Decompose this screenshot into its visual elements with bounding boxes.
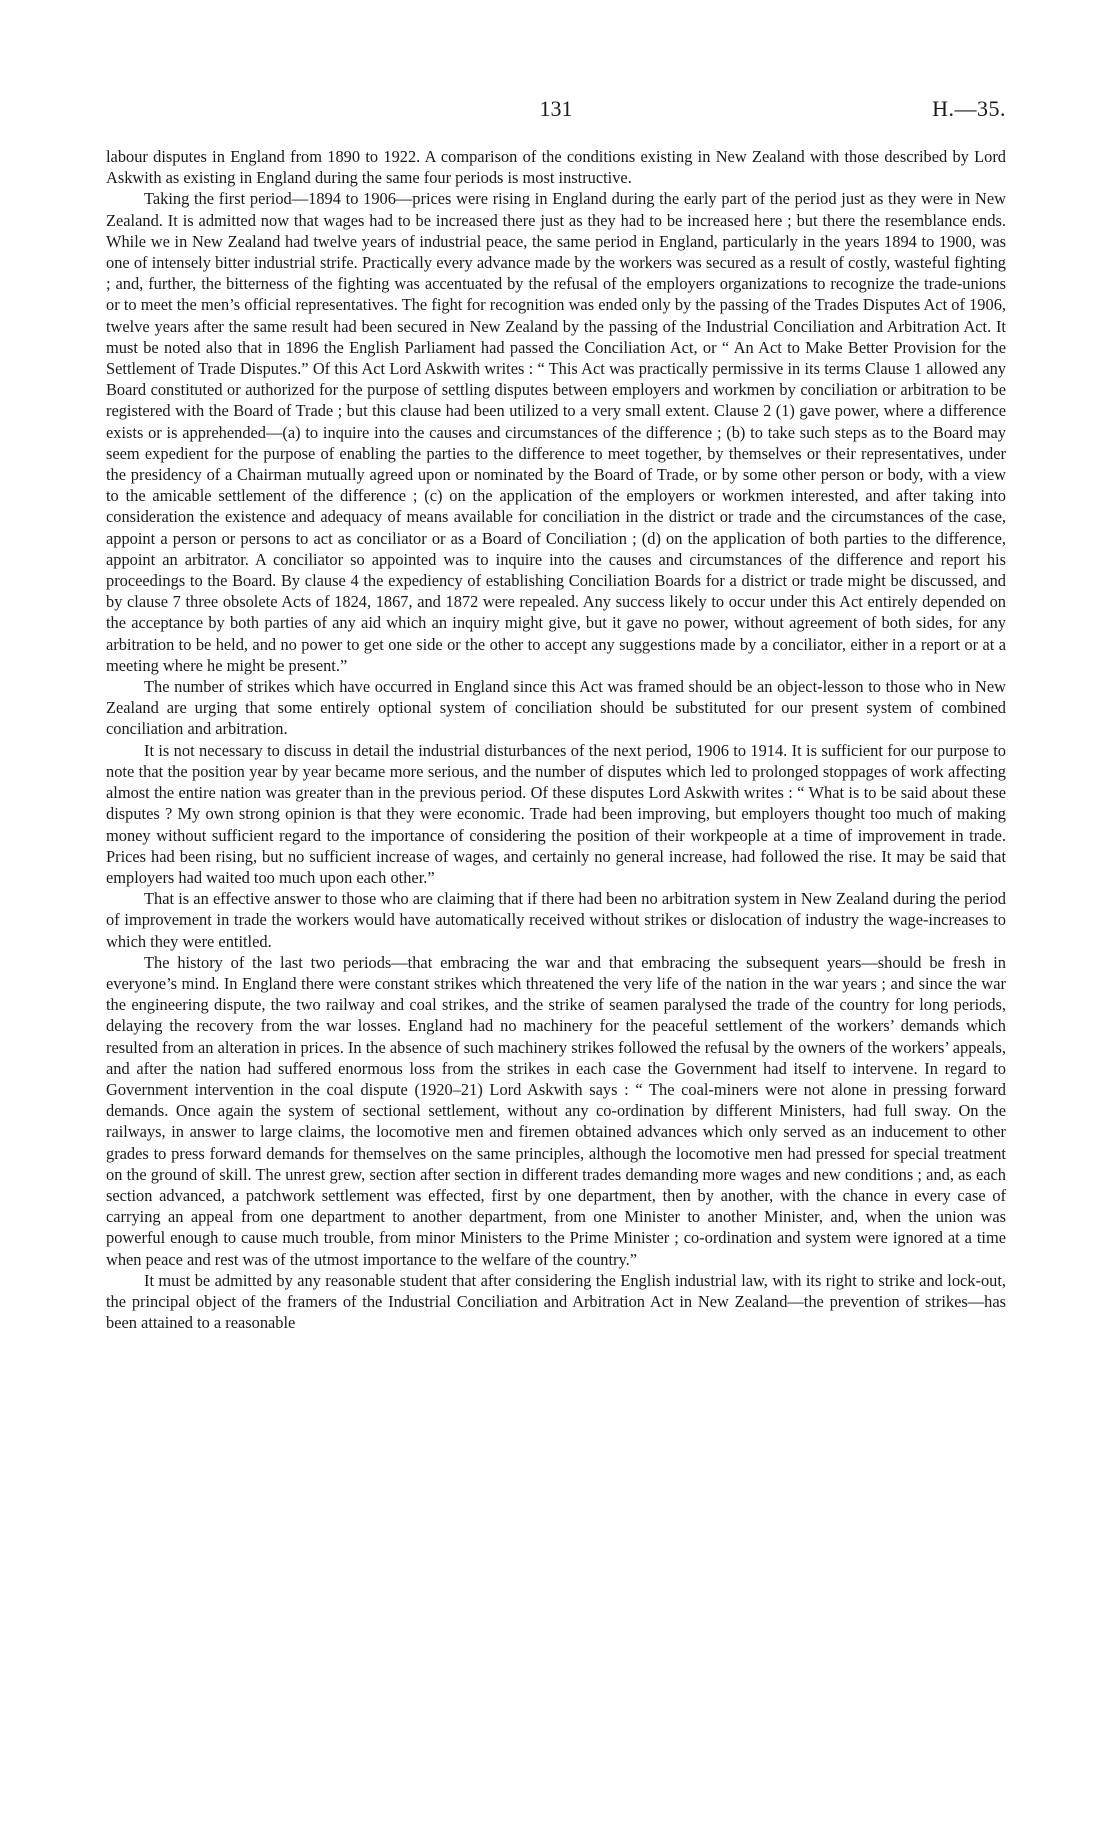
paragraph-5: That is an effective answer to those who are claiming that if there had been no arbitration system in New Zealand during the period of improvement in trade the workers would have automatically received without strikes or dislocation of industry the wage-increases to which they were entitled.: [106, 889, 1006, 951]
paragraph-7: It must be admitted by any reasonable student that after considering the English industrial law, with its right to strike and lock-out, the principal object of the framers of the Industrial Conciliation and Arbitration Act in New Zealand—the prevention of strikes—has been attained to a reasonable: [106, 1270, 1006, 1333]
series-code: H.—35.: [932, 96, 1006, 121]
paragraph-1: labour disputes in England from 1890 to 1922. A comparison of the conditions existing in New Zealand with those described by Lord Askwith as existing in England during the same four periods is most instructive.: [106, 147, 1006, 188]
page-header: [106, 96, 1006, 126]
paragraph-6: The history of the last two periods—that embracing the war and that embracing the subsequent years—should be fresh in everyone’s mind. In England there were constant strikes which threatened the very life of the nation in the war years ; and since the war the engineering dispute, the two railway and coal strikes, and the strike of seamen paralysed the trade of the country for long periods, delaying the recovery from the war losses. England had no machinery for the peaceful settlement of the workers’ demands which resulted from an alteration in prices. In the absence of such machinery strikes followed the refusal by the owners of the workers’ appeals, and after the nation had suffered enormous loss from the strikes in each case the Government had itself to intervene. In regard to Government intervention in the coal dispute (1920–21) Lord Askwith says : “ The coal-miners were not alone in pressing forward demands. Once again the system of sectional settlement, without any co-ordination by different Ministers, had full sway. On the railways, in answer to large claims, the locomotive men and firemen obtained advances which only served as an inducement to other grades to press forward demands for themselves on the same principles, although the locomotive men had pressed for special treatment on the ground of skill. The unrest grew, section after section in different trades demanding more wages and new conditions ; and, as each section advanced, a patchwork settlement was effected, first by one department, then by another, with the chance in every case of carrying an appeal from one department to another department, from one Minister to another Minister, and, when the union was powerful enough to cause much trouble, from minor Ministers to the Prime Minister ; co-ordination and system were ignored at a time when peace and rest was of the utmost importance to the welfare of the country.”: [106, 952, 1006, 1269]
paragraph-4: It is not necessary to discuss in detail the industrial disturbances of the next period, 1906 to 1914. It is sufficient for our purpose to note that the position year by year became more serious, and the number of disputes which led to prolonged stoppages of work affecting almost the entire nation was greater than in the previous period. Of these disputes Lord Askwith writes : “ What is to be said about these disputes ? My own strong opinion is that they were economic. Trade had been improving, but employers thought too much of making money without sufficient regard to the importance of considering the position of their workpeople at a time of improvement in trade. Prices had been rising, but no sufficient increase of wages, and certainly no general increase, had followed the rise. It may be said that employers had waited too much upon each other.”: [106, 740, 1006, 887]
paragraph-2: Taking the first period—1894 to 1906—prices were rising in England during the early part of the period just as they were in New Zealand. It is admitted now that wages had to be increased there just as they had to be increased here ; but there the resemblance ends. While we in New Zealand had twelve years of industrial peace, the same period in England, particularly in the years 1894 to 1900, was one of intensely bitter industrial strife. Practically every advance made by the workers was secured as a result of costly, wasteful fighting ; and, further, the bitterness of the fighting was accentuated by the refusal of the employers organizations to recognize the trade-unions or to meet the men’s official representatives. The fight for recognition was ended only by the passing of the Trades Disputes Act of 1906, twelve years after the same result had been secured in New Zealand by the passing of the Industrial Conciliation and Arbitration Act. It must be noted also that in 1896 the English Parliament had passed the Conciliation Act, or “ An Act to Make Better Provision for the Settlement of Trade Disputes.” Of this Act Lord Askwith writes : “ This Act was practically permissive in its terms Clause 1 allowed any Board constituted or authorized for the purpose of settling disputes between employers and workmen by conciliation or arbitration to be registered with the Board of Trade ; but this clause had been utilized to a very small extent. Clause 2 (1) gave power, where a difference exists or is apprehended—(a) to inquire into the causes and circumstances of the difference ; (b) to take such steps as to the Board may seem expedient for the purpose of enabling the parties to the difference to meet together, by themselves or their representatives, under the presidency of a Chairman mutually agreed upon or nominated by the Board of Trade, or by some other person or body, with a view to the amicable settlement of the difference ; (c) on the application of the employers or workmen interested, and after taking into consideration the existence and adequacy of means available for conciliation in the district or trade and the circumstances of the case, appoint a person or persons to act as conciliator or as a Board of Conciliation ; (d) on the application of both parties to the difference, appoint an arbitrator. A conciliator so appointed was to inquire into the causes and circumstances of the difference and report his proceedings to the Board. By clause 4 the expediency of establishing Conciliation Boards for a district or trade might be discussed, and by clause 7 three obsolete Acts of 1824, 1867, and 1872 were repealed. Any success likely to occur under this Act entirely depended on the acceptance by both parties of any aid which an inquiry might give, but it gave no power, without agreement of both sides, for any arbitration to be held, and no power to get one side or the other to accept any suggestions made by a conciliator, either in a report or at a meeting where he might be present.”: [106, 189, 1006, 675]
paragraph-3: The number of strikes which have occurred in England since this Act was framed should be an object-lesson to those who in New Zealand are urging that some entirely optional system of conciliation should be substituted for our present system of combined conciliation and arbitration.: [106, 677, 1006, 739]
page-number: 131: [539, 96, 573, 121]
body-text: [106, 146, 1006, 1333]
